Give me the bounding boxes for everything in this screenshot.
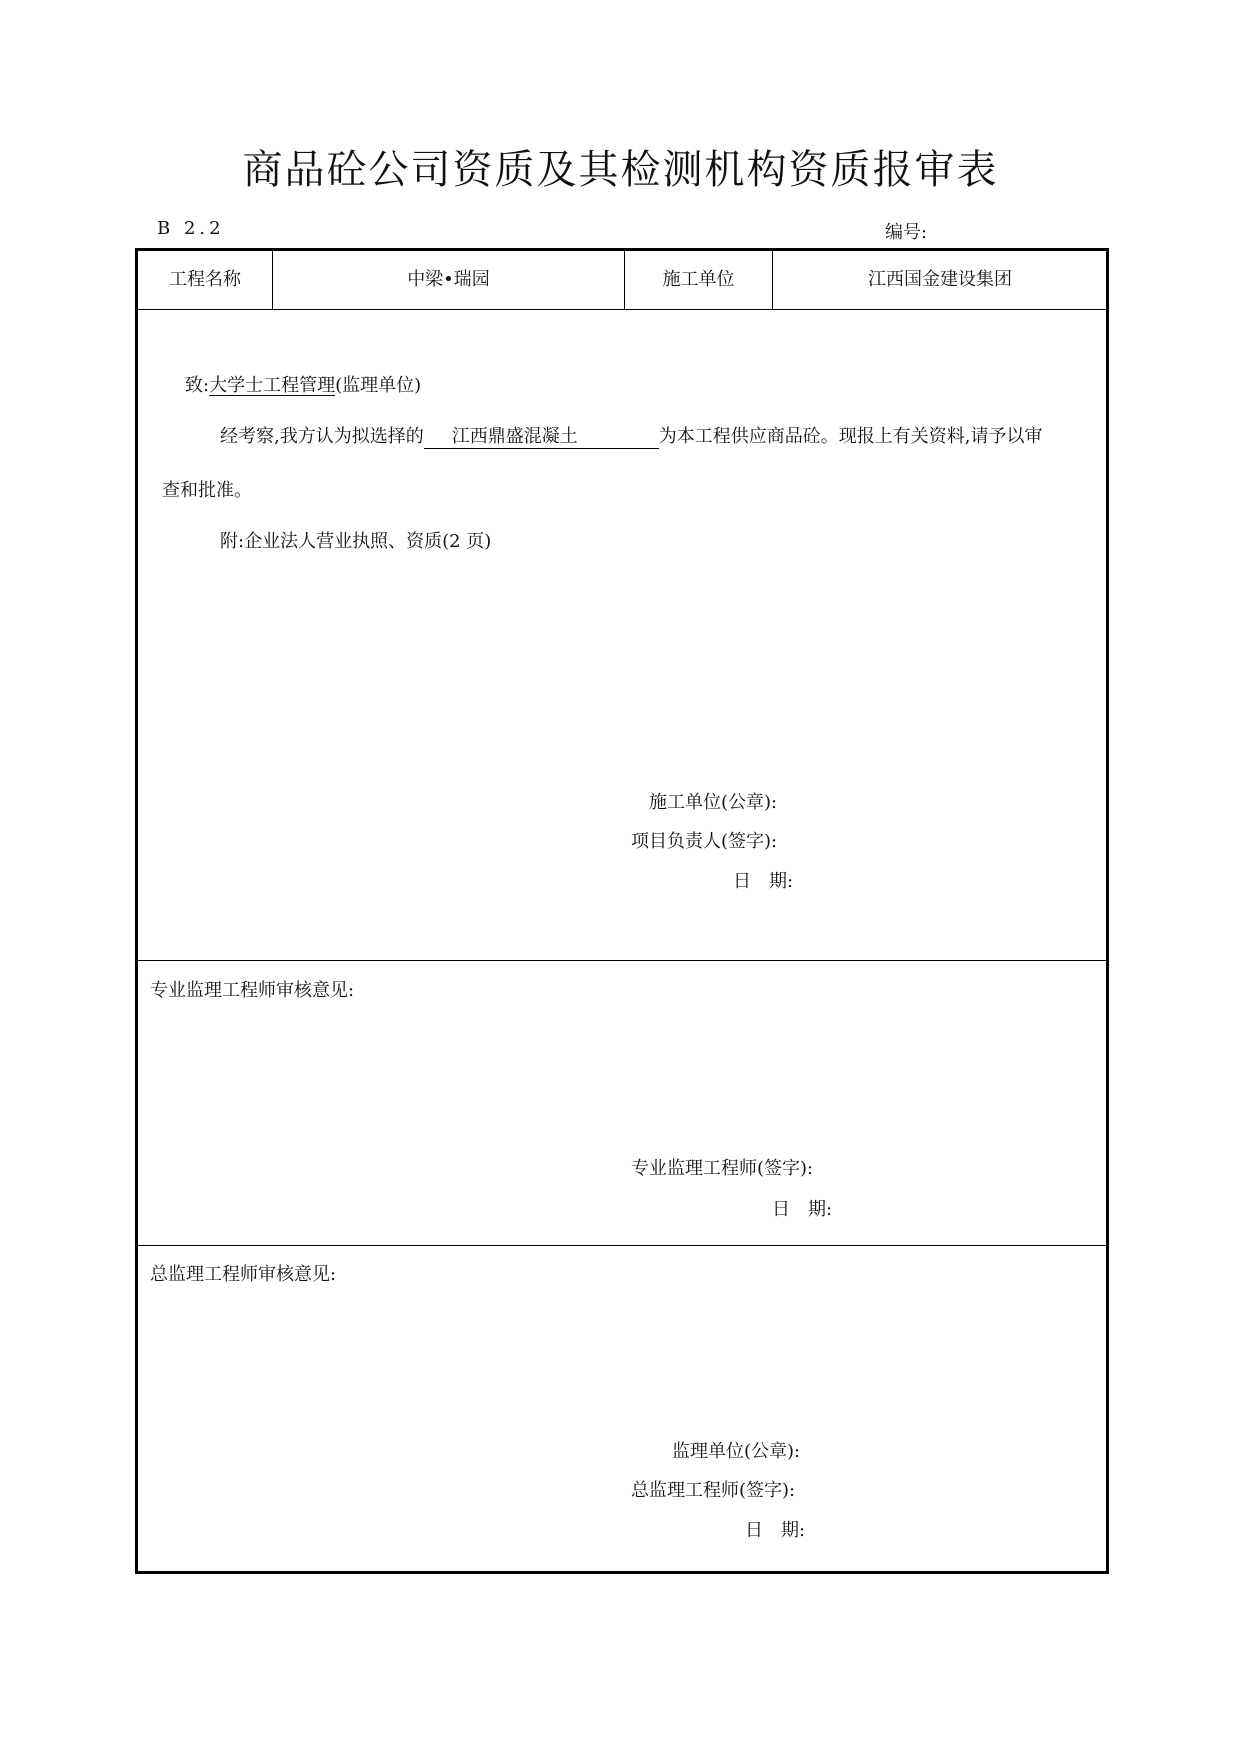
section-divider-2 [138, 1245, 1106, 1246]
application-body-line-1 [220, 428, 1042, 449]
form-number-label: 编号: [885, 222, 928, 243]
form-title: 商品砼公司资质及其检测机构资质报审表 [242, 147, 999, 193]
selected-company-field: 江西鼎盛混凝土 [424, 428, 659, 449]
chief-review-heading: 总监理工程师审核意见: [150, 1264, 337, 1285]
project-name-value: 中梁•瑞园 [407, 269, 490, 290]
section-divider-1 [138, 960, 1106, 961]
body-suffix: 为本工程供应商品砼。现报上有关资料,请予以审 [658, 426, 1043, 447]
specialist-engineer-sign-line: 专业监理工程师(签字): [631, 1158, 814, 1179]
body-prefix: 经考察,我方认为拟选择的 [220, 426, 424, 447]
chief-review-date-line: 日 期: [745, 1520, 806, 1541]
addressee-prefix: 致: [185, 375, 210, 396]
contractor-value: 江西国金建设集团 [868, 269, 1012, 290]
application-body-line-2: 查和批准。 [162, 480, 252, 501]
project-name-label: 工程名称 [169, 269, 241, 290]
chief-engineer-sign-line: 总监理工程师(签字): [631, 1480, 796, 1501]
application-date-line: 日 期: [733, 871, 794, 892]
supervision-unit-seal-line: 监理单位(公章): [672, 1441, 801, 1462]
specialist-review-heading: 专业监理工程师审核意见: [150, 980, 355, 1001]
approval-form [135, 248, 1109, 1574]
project-manager-sign-line: 项目负责人(签字): [631, 831, 778, 852]
addressee-suffix: (监理单位) [335, 375, 422, 396]
attachment-line: 附:企业法人营业执照、资质(2 页) [220, 531, 492, 552]
form-code: B 2.2 [157, 218, 225, 239]
supervision-unit-name: 大学士工程管理 [209, 375, 336, 396]
addressee-line [185, 377, 421, 395]
contractor-label: 施工单位 [662, 269, 735, 290]
specialist-review-date-line: 日 期: [772, 1199, 833, 1220]
contractor-seal-line: 施工单位(公章): [649, 792, 778, 813]
header-row-divider [138, 309, 1106, 310]
